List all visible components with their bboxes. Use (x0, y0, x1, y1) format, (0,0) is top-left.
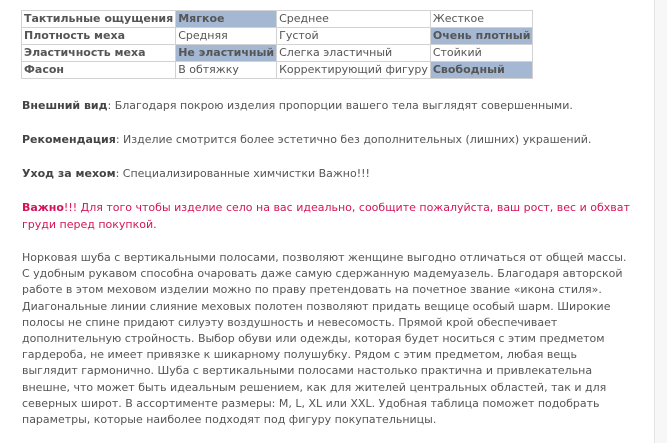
important-notice (22, 199, 652, 233)
row-label: Эластичность меха (22, 45, 176, 62)
option-cell: Густой (277, 28, 431, 45)
option-cell: Слегка эластичный (277, 45, 431, 62)
care-paragraph (22, 165, 647, 182)
selected-option-cell: Мягкое (176, 11, 277, 28)
table-row (22, 62, 533, 79)
table-row (22, 45, 533, 62)
properties-table (21, 10, 533, 79)
appearance-label: Внешний вид (22, 99, 108, 112)
option-cell: В обтяжку (176, 62, 277, 79)
option-cell: Корректирующий фигуру (277, 62, 431, 79)
important-text: !!! Для того чтобы изделие село на вас идеально, сообщите пожалуйста, ваш рост, вес и обхват груди перед покупкой. (22, 201, 630, 231)
row-label: Фасон (22, 62, 176, 79)
recommendation-label: Рекомендация (22, 133, 116, 146)
selected-option-cell: Не эластичный (176, 45, 277, 62)
row-label: Плотность меха (22, 28, 176, 45)
recommendation-text: : Изделие смотрится более эстетично без дополнительных (лишних) украшений. (115, 133, 592, 146)
selected-option-cell: Очень плотный (430, 28, 533, 45)
important-label: Важно (22, 201, 64, 214)
table-row (22, 11, 533, 28)
row-label: Тактильные ощущения (22, 11, 176, 28)
option-cell: Стойкий (430, 45, 533, 62)
appearance-text: : Благодаря покрою изделия пропорции вашего тела выглядят совершенными. (107, 99, 573, 112)
care-text: : Специализированные химчистки Важно!!! (115, 167, 370, 180)
selected-option-cell: Свободный (430, 62, 533, 79)
scroll-gutter (655, 0, 667, 443)
option-cell: Среднее (277, 11, 431, 28)
description-paragraph: Норковая шуба с вертикальными полосами, позволяют женщине выгодно отличаться от общей массы. С удобным рукавом способна очаровать даже самую сдержанную мадемуазель. Благодаря авторской работе в этом меховом изделии можно по праву претендовать на почетное звание «икона стиля». Диагональные линии слияние меховых полотен позволяют придать вещице особый шарм. Широкие полосы не спине придают силуэту воздушность и невесомость. Прямой крой обеспечивает дополнительную стройность. Выбор обуви или одежды, которая будет носиться с этим предметом гардероба, не имеет привязке к шикарному полушубку. Рядом с этим предметом, любая вещь выглядит гармонично. Шуба с вертикальными полосами настолько практична и привлекательна внешне, что может быть идеальным решением, как для жителей центральных областей, так и для северных широт. В ассортименте размеры: M, L, XL или XXL. Удобная таблица поможет подобрать параметры, которые наиболее подходят под фигуру покупательницы. (22, 251, 627, 427)
appearance-paragraph (22, 97, 647, 114)
option-cell: Средняя (176, 28, 277, 45)
table-row (22, 28, 533, 45)
recommendation-paragraph (22, 131, 647, 148)
option-cell: Жесткое (430, 11, 533, 28)
care-label: Уход за мехом (22, 167, 116, 180)
